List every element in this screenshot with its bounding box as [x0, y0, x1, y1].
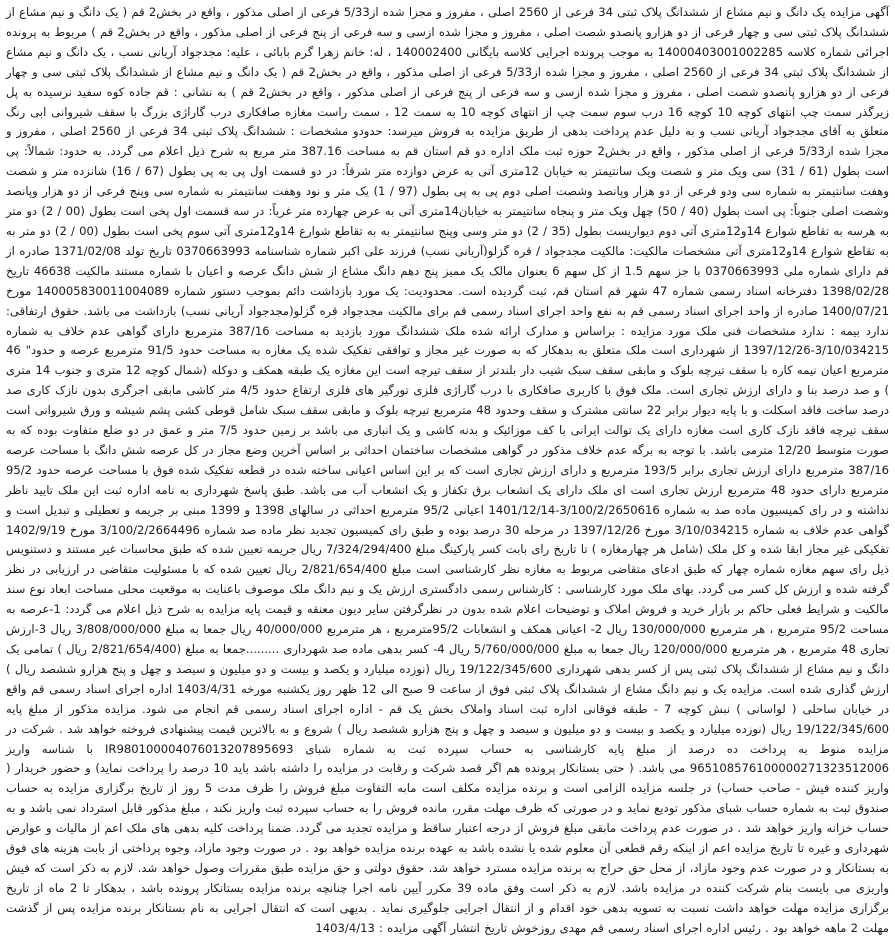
- auction-notice-body: آگهی مزایده یک دانگ و نیم مشاع از ششدانگ پلاک ثبتی 34 فرعی از 2560 اصلی ، مفروز و مجزا شده از5/33 فرعی از اصلی مذکور ، واقع در بخش2 قم ( یک دانگ و نیم مشاع از ششدانگ پلاک ثبتی سی و چهار فرعی از دو هزارو پانصدو شصت اصلی ، مفروز و مجزا شده ازسی و سه فرعی از پنج فرعی از اصلی مذکور ، واقع در بخش2 قم ) مربوط به پرونده اجرائی شماره کلاسه 14000403001002285 به موجب پرونده اجرایی کلاسه بایگانی 140002400 ، له: خانم زهرا گرم بابائی ، علیه: مجدجواد آریانی نسب ، یک دانگ و نیم مشاع از ششدانگ پلاک ثبتی 34 فرعی از 2560 اصلی ، مفروز و مجزا شده از5/33 فرعی از اصلی مذکور ، واقع در بخش2 قم ( یک دانگ و نیم مشاع از ششدانگ پلاک ثبتی سی و چهار فرعی از دو هزارو پانصدو شصت اصلی ، مفروز و مجزا شده ازسی و سه فرعی از پنج فرعی از اصلی مذکور ، واقع در بخش2 قم ) به نشانی : قم جاده کوه سفید نرسیده به پل زیرگذر سمت چپ انتهای کوچه 10 کوچه 16 درب سوم سمت چپ از انتهای کوچه 10 به سمت 12 ، سمت راست مغازه صافکاری درب گاراژی بزرگ با سقف شیروانی ابی رنگ متعلق به آقای مجدجواد آریانی نسب و به دلیل عدم پرداخت بدهی از طریق مزایده به فروش میرسد: حدودو مشخصات : ششدانگ پلاک ثبتی 34 فرعی از 2560 اصلی ، مفروز و مجزا شده از5/33 فرعی از اصلی مذکور ، واقع در بخش2 حوزه ثبت ملک اداره دو قم استان قم به مساحت 387.16 متر مربع به شرح ذیل اعلام می گردد. به حدود: شمالاً: پی است بطول (61 / 31) سی ویک متر و شصت ویک سانتیمتر به خیابان 12متری آتی به عرض دوازده متر شرقاً: در دو قسمت اول پی به پی بطول (67 / 16) شانزده متر و شصت وهفت سانتیمتر به شماره سی ودو فرعی از دو هزار وپانصد وشصت اصلی دوم پی به پی بطول (97 / 1) یک متر و نود وهفت سانتیمتر به شماره سی وپنج فرعی از دو هزار وپانصد وشصت اصلی جنوباً: پی است بطول (40 / 50) چهل ویک متر و پنجاه سانتیمتر به خیابان14متری آتی به عرض چهارده متر غرباً: در سه قسمت اول پخی است بطول (00 / 2) دو متر به هرسه به تقاطع شوارع 14و12متری آتی دوم دیواریست بطول (35 / 2) دو متر وسی وپنج سانتیمتر به به تقاطع شوارع 14و12متری آتی سوم پخی است بطول (00 / 2) دو متر به به تقاطع شوارع 14و12متری آتی مشخصات مالکیت: مالکیت مجدجواد / قره گزلو(آریانی نسب) فرزند علی اکبر شماره شناسنامه 0370663993 تاریخ تولد 1371/02/08 صادره از قم دارای شماره ملی 0370663993 با جز سهم 1.5 از کل سهم 6 بعنوان مالک یک ممیز پنج دهم دانگ مشاع از شش دانگ عرصه و اعیان با شماره مستند مالکیت 46638 تاریخ 1398/02/28 دفترخانه اسناد رسمی شماره 47 شهر قم استان قم، ثبت گردیده است. محدودیت: یک مورد بازداشت دائم بموجب دستور شماره 140005830011004089 مورخ 1400/07/21 صادره از واحد اجرای اسناد رسمی قم به نفع واحد اجرای اسناد رسمی قم برای مالکیت مجدجواد قره گزلو(مجدجواد آریانی نسب) بازداشت می باشد. حقوق ارتفاقی: ندارد بیمه : ندارد مشخصات فنی ملک مورد مزایده : براساس و مدارک ارائه شده ملک ششدانگ مورد بازدید به مساحت 387/16 مترمربع دارای گواهی عدم خلاف به شماره 3/10/034215-1397/12/26 از شهرداری است ملک متعلق به بدهکار که به صورت غیر مجاز و توافقی تفکیک شده یک مغازه به مساحت حدود 91/5 مترمربع عرصه و حدود" 46 مترمربع اعیان نیمه کاره با سقف تیرچه بلوک و مابقی سقف سبک شیب دار بلندتر از سقف تیرچه است این مغازه یک طبقه همکف و دوکله (شمال کوچه 12 متری و جنوب 14 متری ) و صد درصد بنا و دارای ارزش تجاری است. ملک فوق با کاربری صافکاری با درب گاراژی فلزی تورگیر های فلزی ارتفاع حدود 4/5 متر کاشی مابقی اجرگری بدون نازک کاری صد درصد ساخت فاقد اسکلت و با پایه دیوار برابر 22 سانتی مشترک و سقف وحدود 48 مترمربع تیرچه بلوک و مابقی سقف سبک شامل قوطی کشی پشم شیشه و ورق شیروانی است سقف تیرچه فاقد نازک کاری است مغازه دارای یک توالت ایرانی با کف موزائیک و بدنه کاشی و یک انباری می باشد بر زمین حدود 7/5 متر و عمق در دو ضلع متفاوت بوده که به صورت متوسط 12/20 مترمی باشد. با توجه به برگه عدم خلاف مذکور در گواهی مشخصات ساختمان احداثی بر اساس آخرین وضع مجاز در کل عرصه شش دانگ با مساحت عرصه 387/16 مترمربع دارای ارزش تجاری برابر 193/5 مترمربع و دارای ارزش تجاری است که بر این اساس اعیانی ساخته شده در قطعه تفکیک شده فوق با مساحت عرصه حدود 95/2 مترمربع دارای حدود 48 مترمربع ارزش تجاری است ای ملک دارای یک انشعاب برق تکفاز و یک انشعاب آب می باشد. طبق پاسخ شهرداری به نامه اداره ثبت این ملک تایید ناظر نداشته و در رای کمیسیون ماده صد به شماره 3/100/2/2650616-1401/12/14 اعیانی 95/2 مترمربع احداثی در سالهای 1398 و 1399 مبنی بر جریمه و تعطیلی و تبدیل است و گواهی عدم خلاف به شماره 3/10/034215 مورخ 1397/12/26 در مرحله 30 درصد بوده و طبق رای کمیسیون تجدید نظر ماده صد شماره 3/100/2/2664496 مورخ 1402/9/19 تفکیکی غیر مجاز ابقا شده و کل ملک (شامل هر چهارمغازه ) تا تاریخ رای بابت کسر پارکینگ مبلغ 7/324/294/400 ریال جریمه تعیین شده که طبق محاسبات غیر مستند و دستنویس ذیل رای سهم مغازه شماره چهار که طبق ادعای متقاضی مربوط به مغازه نظر کارشناسی است مبلغ 2/821/654/400 ریال تعیین شده که با مسئولیت متقاضی در ارزیابی در نظر گرفته شده و ارزش کل کسر می گردد. بهای ملک مورد کارشناسی : کارشناس رسمی دادگستری ارزش یک و نیم دانگ ملک موصوف باعنایت به موقعیت محلی مساحت ابعاد نوع سند مالکیت و شرایط فعلی حاکم بر بازار خرید و فروش املاک و توضیحات اعلام شده بدون در نظرگرفتن سایر دیون معنقه و قیمت پایه مزایده به شرح ذیل اعلام می گردد: 1-عرصه به مساحت 95/2 مترمربع ، هر مترمربع 130/000/000 ریال 2- اعیانی همکف و انشعابات 95/2مترمربع ، هر مترمربع 40/000/000 ریال جمعا به مبلغ 3/808/000/000 ریال 3-ارزش تجاری 48 مترمربع ، هر مترمربع 120/000/000 ریال جمعا به مبلغ 5/760/000/000 ریال 4- کسر بدهی ماده صد شهرداری .........جمعا به مبلغ (2/821/654/400 ریال ) تمامی یک دانگ و نیم مشاع از ششدانگ پلاک ثبتی پس از کسر بدهی شهرداری 19/122/345/600 ریال (نوزده میلیارد و یکصد و بیست و دو میلیون و سیصد و چهل و پنج هزارو ششصد ریال ) ارزش گذاری شده است. مزایده یک و نیم دانگ مشاع از ششدانگ پلاک ثبتی فوق از ساعت 9 صبح الی 12 ظهر روز یکشنبه مورخه 1403/4/31 اداره اجرای اسناد رسمی قم واقع در خیابان ساحلی ( لواسانی ) نبش کوچه 7 - طبقه فوقانی اداره ثبت اسناد واملاک بخش یک قم - اداره اجرای اسناد رسمی قم انجام می شود. مزایده مذکور از مبلغ پایه 19/122/345/600 ریال (نوزده میلیارد و یکصد و بیست و دو میلیون و سیصد و چهل و پنج هزارو ششصد ریال ) شروع و به بالاترین قیمت پیشنهادی فروخته خواهد شد . شرکت در مزایده منوط به پرداخت ده درصد از مبلغ پایه کارشناسی به حساب سپرده ثبت به شماره شبای IR980100004076013207895693 با شناسه واریز 965108576100000271323512006 می باشد. ( حتی بستانکار پرونده هم اگر قصد شرکت و رقابت در مزایده را داشته باشد باید 10 درصد را پرداخت نماید) و حضور خریدار ( واریز کننده فیش - صاحب حساب) در جلسه مزایده الزامی است و برنده مزایده مکلف است مابه التفاوت مبلغ فروش را ظرف مدت 5 روز از تاریخ برگزاری مزایده به حساب صندوق ثبت به شماره حساب شبای مذکور تودیع نماید و در صورتی که ظرف مهلت مقرر، مانده فروش را به حساب سپرده ثبت واریز نکند ، مبلغ مذکور قابل استرداد نمی باشد و به حساب خزانه واریز خواهد شد . در صورت عدم پرداخت مابقی مبلغ فروش از درجه اعتبار ساقط و مزایده تجدید می گردد. ضمنا پرداخت کلیه بدهی های ملک اعم از مالیات و عوارض شهرداری و غیره تا تاریخ مزایده اعم از اینکه رقم قطعی آن معلوم شده یا نشده باشد به عهده برنده مزایده خواهد بود . در صورت وجود مازاد، وجوه پرداختی از بابت هزینه های فوق به بستانکار و در صورت عدم وجود مازاد، از محل حق حراج به برنده مزایده مسترد خواهد شد. حقوق دولتی و حق مزایده طبق مقررات وصول خواهد شد. لازم به ذکر است که فیش واریزی می بایست بنام شرکت کننده در مزایده باشد. لازم به ذکر است وفق ماده 39 مکرر آیین نامه اجرا چنانچه برنده مزایده بستانکار پرونده باشد ، بدهکار تا 2 ماه از تاریخ برگزاری مزایده مهلت خواهد داشت نسبت به تسویه بدهی خود اقدام و از انتقال اجرایی جلوگیری نماید . بدیهی است که انتقال اجرایی به نام بستانکار برنده مزایده پس از گذشت مهلت 2 ماهه خواهد بود . رئیس اداره اجرای اسناد رسمی قم مهدی روزخوش تاریخ انتشار آگهی مزایده : 1403/4/13: [6, 5, 890, 935]
